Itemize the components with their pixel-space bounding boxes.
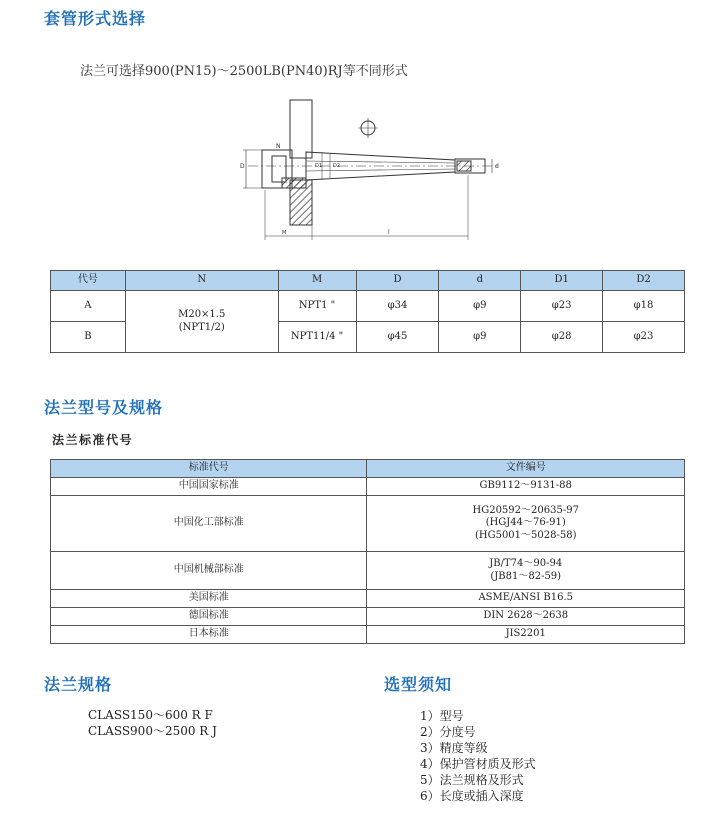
N-cell <box>125 291 278 353</box>
row-code: B <box>51 322 126 353</box>
header-D: D <box>356 271 439 291</box>
sleeve-table <box>50 270 685 353</box>
standard-docs: ASME/ANSI B16.5 <box>367 590 685 608</box>
row-D1: φ23 <box>521 291 603 322</box>
N-line1: M20×1.5 <box>178 309 226 320</box>
table-row <box>51 552 685 590</box>
standard-name: 美国标准 <box>51 590 367 608</box>
tapered-tube <box>306 152 455 180</box>
standard-docs: JIS2201 <box>367 626 685 644</box>
table-row <box>51 291 685 322</box>
header-docs: 文件编号 <box>367 460 685 478</box>
sleeve-description: 法兰可选择900(PN15)～2500LB(PN40)RJ等不同形式 <box>80 64 408 79</box>
standard-name: 德国标准 <box>51 608 367 626</box>
selection-title: 选型须知 <box>384 675 453 694</box>
label-D2: D2 <box>333 163 341 169</box>
flange-type-title: 法兰型号及规格 <box>44 398 164 417</box>
header-standard: 标准代号 <box>51 460 367 478</box>
table-row <box>51 590 685 608</box>
standard-name: 中国化工部标准 <box>51 496 367 552</box>
list-item: 4）保护管材质及形式 <box>420 757 536 771</box>
label-N: N <box>276 143 281 150</box>
header-N: N <box>125 271 278 291</box>
list-item: 1）型号 <box>420 709 464 723</box>
standard-name: 日本标准 <box>51 626 367 644</box>
row-D: φ34 <box>356 291 439 322</box>
label-D: D <box>240 163 245 170</box>
N-line2: (NPT1/2) <box>178 321 225 333</box>
row-D2: φ18 <box>603 291 685 322</box>
standard-docs: JB/T74～90-94 (JB81～82-59) <box>367 552 685 590</box>
header-D1: D1 <box>521 271 603 291</box>
standard-docs: HG20592～20635-97 (HGJ44～76-91) (HG5001～5028-58) <box>367 496 685 552</box>
list-item: 6）长度或插入深度 <box>420 789 524 803</box>
list-item: CLASS150～600 R F <box>88 708 213 722</box>
standard-name: 中国机械部标准 <box>51 552 367 590</box>
row-D2: φ23 <box>603 322 685 353</box>
list-item: 5）法兰规格及形式 <box>420 773 524 787</box>
list-item: 3）精度等级 <box>420 741 488 755</box>
row-M: NPT1 " <box>278 291 356 322</box>
label-d: d <box>495 163 499 170</box>
flange-upper <box>290 100 312 158</box>
standard-docs: GB9112～9131-88 <box>367 478 685 496</box>
header-D2: D2 <box>603 271 685 291</box>
standard-docs: DIN 2628～2638 <box>367 608 685 626</box>
header-code: 代号 <box>51 271 126 291</box>
label-l: l <box>388 229 390 236</box>
projection-symbol <box>361 121 375 135</box>
row-D: φ45 <box>356 322 439 353</box>
table-row <box>51 496 685 552</box>
sleeve-title: 套管形式选择 <box>44 9 147 28</box>
table-row <box>51 608 685 626</box>
row-d: φ9 <box>439 322 521 353</box>
flange-standard-subtitle: 法兰标准代号 <box>52 433 134 447</box>
table-row <box>51 478 685 496</box>
flange-spec-list <box>88 707 217 739</box>
list-item: 2）分度号 <box>420 725 476 739</box>
flange-standard-table <box>50 459 685 644</box>
fitting <box>262 150 292 188</box>
selection-list <box>420 708 536 804</box>
flange-spec-title: 法兰规格 <box>44 675 113 694</box>
header-M: M <box>278 271 356 291</box>
label-M: M <box>282 230 287 236</box>
flange-lower <box>290 180 312 225</box>
header-d: d <box>439 271 521 291</box>
row-code: A <box>51 291 126 322</box>
standard-name: 中国国家标准 <box>51 478 367 496</box>
row-D1: φ28 <box>521 322 603 353</box>
list-item: CLASS900～2500 R J <box>88 724 217 738</box>
table-row <box>51 626 685 644</box>
row-M: NPT11/4 " <box>278 322 356 353</box>
label-D1: D1 <box>315 163 323 169</box>
row-d: φ9 <box>439 291 521 322</box>
